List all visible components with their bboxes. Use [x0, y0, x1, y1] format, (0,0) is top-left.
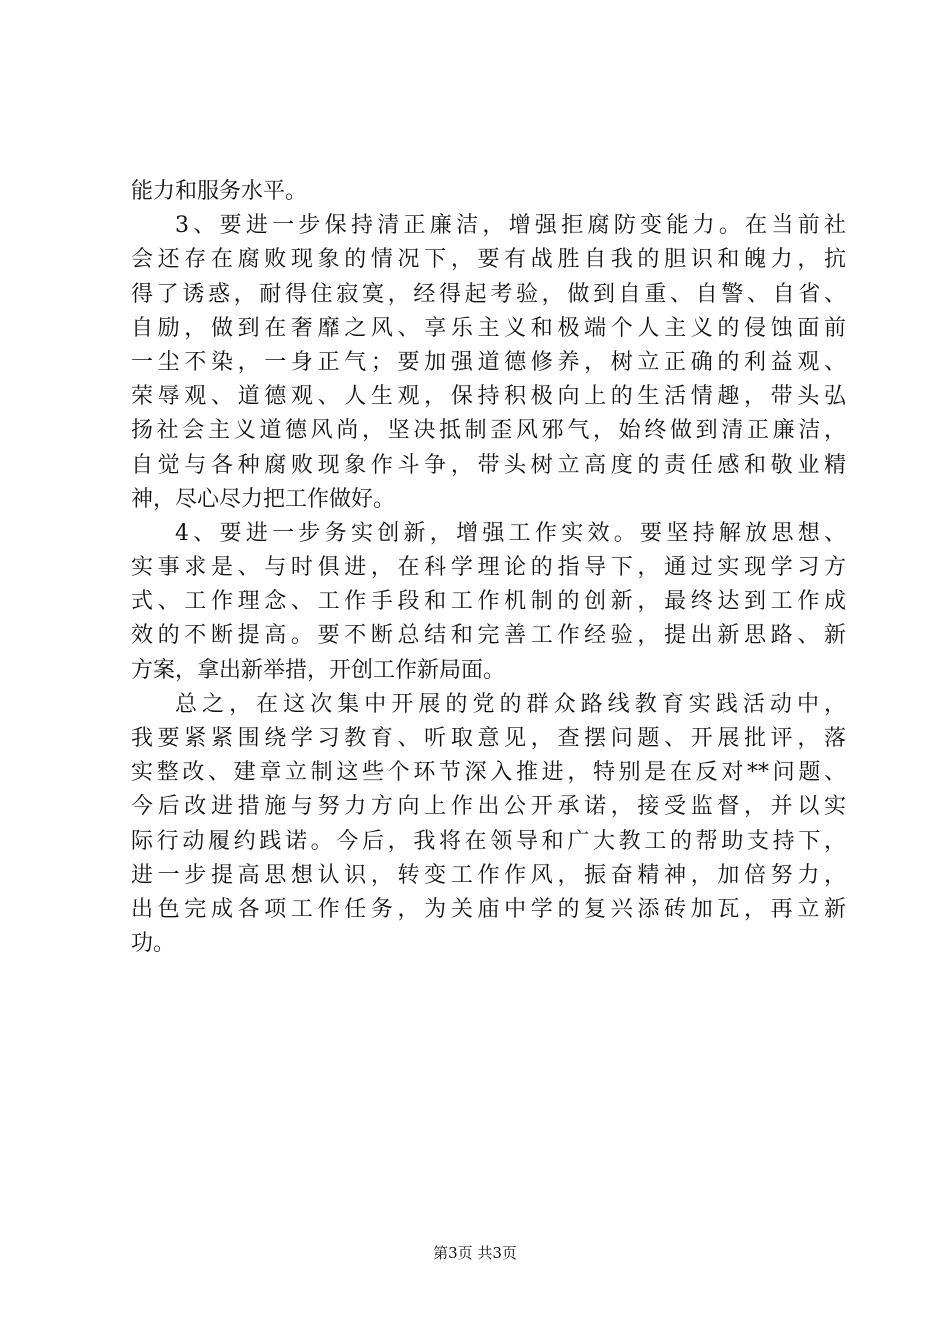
page-footer: 第3页 共3页: [433, 1244, 517, 1262]
text-line: 进一步提高思想认识，转变工作作风，振奋精神，加倍努力，: [131, 862, 846, 888]
text-line: 式、工作理念、工作手段和工作机制的创新，最终达到工作成: [131, 589, 846, 615]
text-line: 总之，在这次集中开展的党的群众路线教育实践活动中，: [175, 691, 846, 717]
text-line: 3、要进一步保持清正廉洁，增强拒腐防变能力。在当前社: [175, 213, 846, 239]
document-body: [131, 175, 846, 961]
text-line: 实事求是、与时俱进，在科学理论的指导下，通过实现学习方: [131, 555, 846, 581]
text-line: 能力和服务水平。: [131, 179, 308, 204]
text-line: 4、要进一步务实创新，增强工作实效。要坚持解放思想、: [175, 520, 846, 546]
text-line: 自觉与各种腐败现象作斗争，带头树立高度的责任感和敬业精: [131, 452, 846, 478]
text-line: 扬社会主义道德风尚，坚决抵制歪风邪气，始终做到清正廉洁，: [131, 418, 846, 444]
text-line: 荣辱观、道德观、人生观，保持积极向上的生活情趣，带头弘: [131, 384, 846, 410]
text-line: 际行动履约践诺。今后，我将在领导和广大教工的帮助支持下，: [131, 828, 846, 854]
text-line: 一尘不染，一身正气；要加强道德修养，树立正确的利益观、: [131, 349, 846, 375]
text-line: 会还存在腐败现象的情况下，要有战胜自我的胆识和魄力，抗: [131, 247, 846, 273]
text-line: 自励，做到在奢靡之风、享乐主义和极端个人主义的侵蚀面前: [131, 315, 846, 341]
text-line: 出色完成各项工作任务，为关庙中学的复兴添砖加瓦，再立新: [131, 896, 846, 922]
text-line: 神，尽心尽力把工作做好。: [131, 486, 396, 512]
text-line: 效的不断提高。要不断总结和完善工作经验，提出新思路、新: [131, 623, 846, 649]
text-line: 得了诱惑，耐得住寂寞，经得起考验，做到自重、自警、自省、: [131, 281, 846, 307]
text-line: 实整改、建章立制这些个环节深入推进，特别是在反对**问题、: [131, 760, 846, 786]
text-line: 方案，拿出新举措，开创工作新局面。: [131, 657, 506, 683]
text-line: 我要紧紧围绕学习教育、听取意见，查摆问题、开展批评，落: [131, 726, 846, 751]
text-line: 功。: [131, 931, 176, 957]
text-line: 今后改进措施与努力方向上作出公开承诺，接受监督，并以实: [131, 794, 846, 820]
